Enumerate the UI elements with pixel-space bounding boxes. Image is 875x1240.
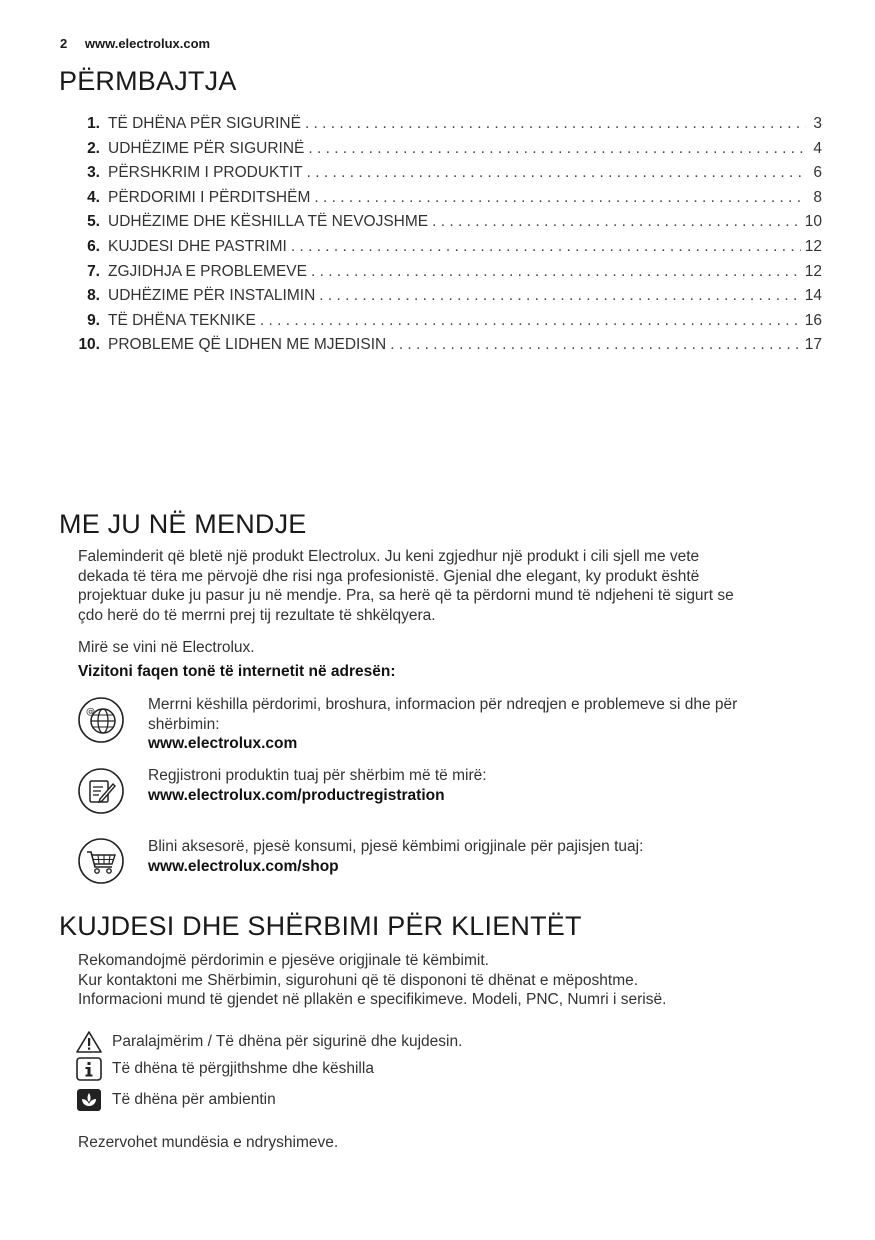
toc-page: 14 — [804, 287, 822, 305]
toc-title: UDHËZIME DHE KËSHILLA TË NEVOJSHME — [108, 213, 429, 231]
toc-number: 8. — [87, 287, 100, 305]
care-paragraph — [78, 951, 818, 1010]
toc-page: 12 — [804, 237, 822, 255]
link-block-website — [148, 695, 808, 754]
toc-number: 10. — [78, 336, 100, 354]
care-line: Informacioni mund të gjendet në pllakën e specifikimeve. Modeli, PNC, Numri i serisë. — [78, 991, 667, 1009]
shop-url-link[interactable]: www.electrolux.com/shop — [148, 857, 339, 875]
table-of-contents — [78, 115, 822, 361]
intro-line: dekada të tëra me përvojë dhe risi nga profesionistë. Gjenial dhe elegant, ky produkt është — [78, 567, 700, 585]
visit-text: Vizitoni faqen tonë të internetit në adresën: — [78, 662, 396, 680]
intro-line: çdo herë do të merrni prej tij rezultate të shkëlqyera. — [78, 606, 436, 624]
toc-page: 8 — [813, 188, 822, 206]
website-url-link[interactable]: www.electrolux.com — [148, 735, 298, 753]
toc-page: 10 — [804, 213, 822, 231]
toc-item-5[interactable] — [78, 213, 822, 238]
intro-line: projektuar duke ju pasur ju në mendje. Pra, sa herë që ta përdorni mund të ndjeheni të sigurt se — [78, 587, 734, 605]
care-line: Kur kontaktoni me Shërbimin, sigurohuni që të dispononi të dhënat e mëposhtme. — [78, 971, 639, 989]
toc-title: PROBLEME QË LIDHEN ME MJEDISIN — [108, 336, 387, 354]
intro-line: Faleminderit që bletë një produkt Electrolux. Ju keni zgjedhur një produkt i cili sjell me vete — [78, 548, 700, 565]
toc-leader — [319, 287, 800, 305]
website-link[interactable]: www.electrolux.com — [84, 36, 211, 51]
toc-number: 5. — [87, 213, 100, 231]
link-description: Regjistroni produktin tuaj për shërbim më të mirë: — [148, 767, 487, 784]
toc-leader — [260, 312, 801, 330]
globe-icon — [78, 697, 124, 743]
legend-info — [76, 1057, 374, 1081]
care-heading: KUJDESI DHE SHËRBIMI PËR KLIENTËT — [59, 911, 582, 941]
toc-item-7[interactable] — [78, 263, 822, 288]
svg-text:@: @ — [86, 707, 95, 717]
legend-warning — [76, 1030, 462, 1054]
cart-icon — [78, 838, 124, 884]
registration-icon — [78, 768, 124, 814]
toc-leader — [314, 189, 806, 207]
page-header — [60, 36, 210, 51]
toc-page: 4 — [813, 139, 822, 157]
toc-leader — [307, 164, 806, 182]
toc-leader — [311, 263, 801, 281]
toc-number: 2. — [87, 139, 100, 157]
toc-item-8[interactable] — [78, 287, 822, 312]
toc-item-2[interactable] — [78, 140, 822, 165]
legend-text: Të dhëna për ambientin — [112, 1091, 276, 1108]
toc-number: 4. — [87, 188, 100, 206]
legend-text: Të dhëna të përgjithshme dhe këshilla — [112, 1060, 374, 1077]
toc-heading: PËRMBAJTJA — [59, 66, 237, 96]
toc-title: PËRDORIMI I PËRDITSHËM — [108, 188, 311, 206]
link-description: Merrni këshilla përdorimi, broshura, informacion për ndreqjen e problemeve si dhe për — [148, 696, 738, 713]
toc-page: 17 — [804, 336, 822, 354]
toc-number: 1. — [87, 115, 100, 132]
toc-leader — [291, 238, 801, 256]
welcome-text: Mirë se vini në Electrolux. — [78, 639, 255, 657]
link-block-registration — [148, 766, 808, 805]
registration-url-link[interactable]: www.electrolux.com/productregistration — [148, 786, 445, 804]
toc-title: UDHËZIME PËR INSTALIMIN — [108, 287, 316, 305]
care-line: Rekomandojmë përdorimin e pjesëve origjinale të këmbimit. — [78, 952, 489, 969]
toc-page: 3 — [813, 115, 822, 132]
link-description: Blini aksesorë, pjesë konsumi, pjesë këmbimi origjinale për pajisjen tuaj: — [148, 838, 644, 855]
footer-note: Rezervohet mundësia e ndryshimeve. — [78, 1134, 339, 1151]
toc-item-9[interactable] — [78, 312, 822, 337]
toc-page: 6 — [813, 164, 822, 182]
toc-title: KUJDESI DHE PASTRIMI — [108, 237, 287, 255]
link-description: shërbimin: — [148, 715, 220, 733]
toc-title: TË DHËNA TEKNIKE — [108, 311, 256, 329]
toc-title: UDHËZIME PËR SIGURINË — [108, 139, 305, 157]
toc-title: PËRSHKRIM I PRODUKTIT — [108, 164, 303, 182]
intro-paragraph — [78, 547, 818, 682]
legend-text: Paralajmërim / Të dhëna për sigurinë dhe kujdesin. — [112, 1033, 463, 1050]
toc-item-6[interactable] — [78, 238, 822, 263]
environment-icon — [76, 1088, 102, 1112]
warning-icon — [76, 1030, 102, 1054]
toc-item-3[interactable] — [78, 164, 822, 189]
info-icon — [76, 1057, 102, 1081]
toc-page: 12 — [804, 262, 822, 280]
page-number: 2 — [60, 36, 68, 51]
toc-page: 16 — [804, 311, 822, 329]
toc-leader — [305, 115, 806, 133]
toc-title: TË DHËNA PËR SIGURINË — [108, 115, 301, 132]
toc-item-1[interactable] — [78, 115, 822, 140]
toc-leader — [432, 213, 801, 231]
toc-number: 6. — [87, 237, 100, 255]
toc-number: 7. — [87, 262, 100, 280]
toc-number: 9. — [87, 311, 100, 329]
mind-heading: ME JU NË MENDJE — [59, 509, 307, 539]
toc-item-10[interactable] — [78, 336, 822, 361]
toc-item-4[interactable] — [78, 189, 822, 214]
toc-title: ZGJIDHJA E PROBLEMEVE — [108, 262, 307, 280]
legend-environment — [76, 1088, 276, 1112]
toc-leader — [308, 140, 806, 158]
link-block-shop — [148, 837, 808, 876]
toc-leader — [390, 336, 801, 354]
toc-number: 3. — [87, 164, 100, 182]
